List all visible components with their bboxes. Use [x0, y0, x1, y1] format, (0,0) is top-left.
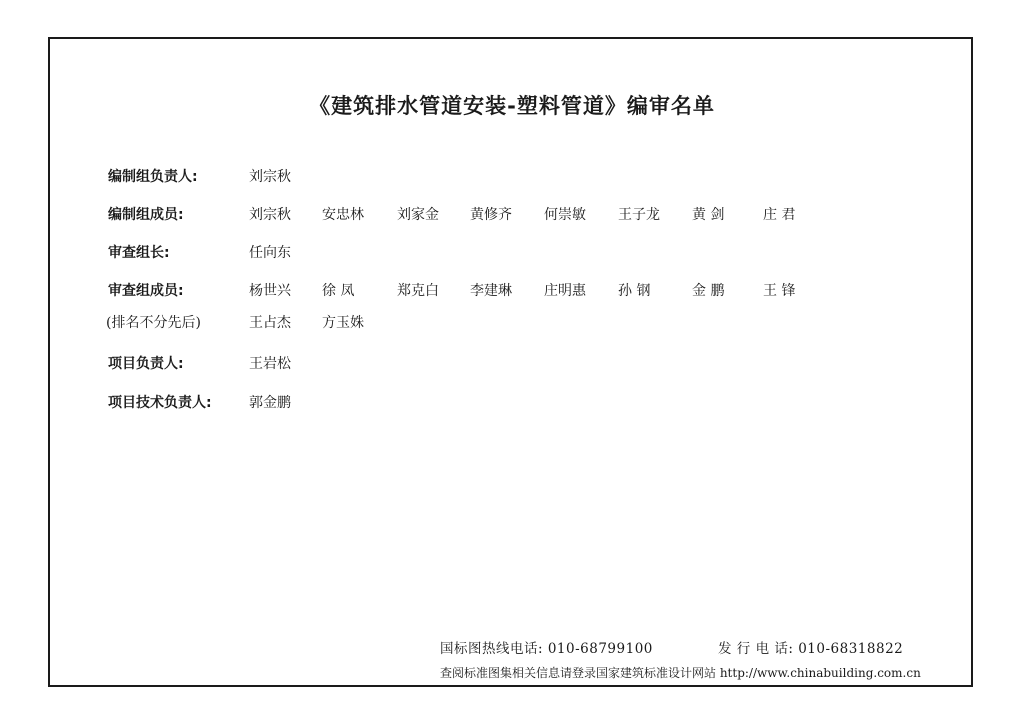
person-name: 何崇敏	[544, 207, 586, 223]
row-label: 审查组长:	[108, 245, 170, 261]
hotline-text: 国标图热线电话: 010-68799100	[440, 641, 653, 657]
person-name: 庄明惠	[544, 283, 586, 299]
person-name: 郑克白	[397, 283, 439, 299]
person-name: 孙 钢	[618, 283, 651, 299]
person-name: 金 鹏	[692, 283, 725, 299]
person-name: 庄 君	[763, 207, 796, 223]
person-name: 王占杰	[249, 315, 291, 331]
person-name: 黄修齐	[470, 207, 512, 223]
row-label: 编制组负责人:	[108, 169, 198, 185]
person-name: 徐 凤	[322, 283, 355, 299]
person-name: 安忠林	[322, 207, 364, 223]
person-name: 杨世兴	[249, 283, 291, 299]
person-name: 方玉姝	[322, 315, 364, 331]
person-name: 王子龙	[618, 207, 660, 223]
person-name: 刘宗秋	[249, 169, 291, 185]
row-label: 项目负责人:	[108, 356, 184, 372]
person-name: 郭金鹏	[249, 395, 291, 411]
person-name: 王 锋	[763, 283, 796, 299]
page-title: 《建筑排水管道安装-塑料管道》编审名单	[309, 94, 715, 118]
row-label: 编制组成员:	[108, 207, 184, 223]
person-name: 刘宗秋	[249, 207, 291, 223]
ranking-note: (排名不分先后)	[106, 315, 201, 331]
page-border	[48, 37, 973, 687]
person-name: 李建琳	[470, 283, 512, 299]
distribution-phone-text: 发 行 电 话: 010-68318822	[718, 641, 904, 657]
website-note: 查阅标准图集相关信息请登录国家建筑标准设计网站 http://www.chinabuilding.com.cn	[440, 666, 921, 680]
row-label: 项目技术负责人:	[108, 395, 212, 411]
person-name: 王岩松	[249, 356, 291, 372]
person-name: 黄 剑	[692, 207, 725, 223]
person-name: 任向东	[249, 245, 291, 261]
row-label: 审查组成员:	[108, 283, 184, 299]
person-name: 刘家金	[397, 207, 439, 223]
